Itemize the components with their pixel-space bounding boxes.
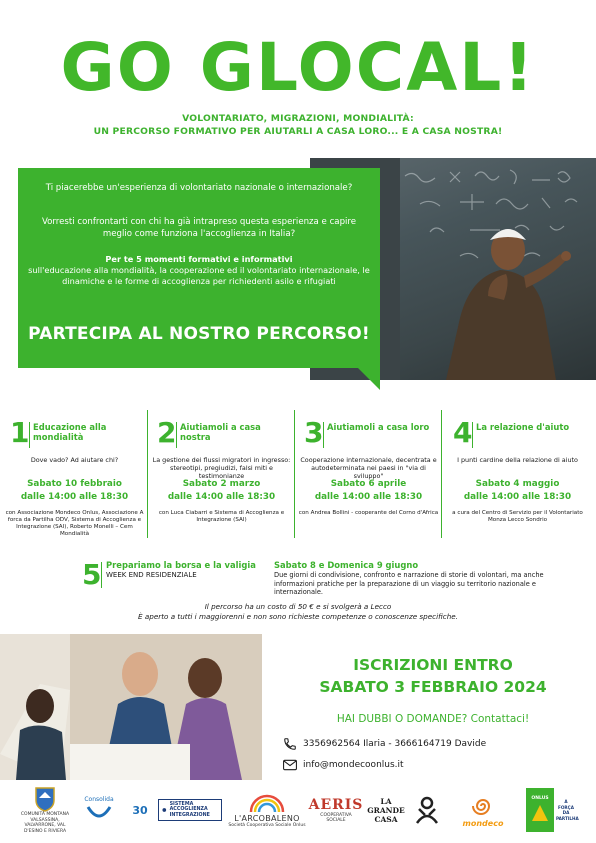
step-credit: a cura del Centro di Servizio per il Volontariato Monza Lecco Sondrio xyxy=(452,510,583,523)
step-divider xyxy=(472,422,473,448)
promo-speech-tail xyxy=(350,360,380,390)
step-5 xyxy=(82,560,562,596)
step-date: Sabato 10 febbraio xyxy=(27,479,122,489)
hands-icon xyxy=(413,795,441,825)
step-title: Prepariamo la borsa e la valigia xyxy=(106,560,256,570)
step-separator xyxy=(441,410,442,538)
mail-icon xyxy=(283,759,297,771)
phone-contact[interactable] xyxy=(283,736,486,752)
logo-aeris xyxy=(308,786,364,834)
phone-icon xyxy=(283,737,297,751)
step-time: dalle 14:00 alle 18:30 xyxy=(314,492,423,502)
subtitle xyxy=(0,112,596,138)
step-separator xyxy=(294,410,295,538)
logo-comunita-montana xyxy=(20,786,70,834)
subtitle-line-1: VOLONTARIATO, MIGRAZIONI, MONDIALITÀ: xyxy=(182,113,414,124)
step-credit: con Associazione Mondeco Onlus, Associazione A forca da Partilha ODV, Sistema di Accoglienza e Integrazione (SAI), Roberto Monelli – Cem Mondialità xyxy=(5,510,144,537)
logo-hands xyxy=(410,786,444,834)
logo-caption: SISTEMA ACCOGLIENZA INTEGRAZIONE xyxy=(169,801,210,818)
logo-csv-number: 30 xyxy=(132,803,148,817)
mondeco-spiral-icon xyxy=(470,793,496,819)
registration-deadline xyxy=(270,654,596,698)
promo-box xyxy=(18,168,380,368)
contact-prompt: HAI DUBBI O DOMANDE? Contattaci! xyxy=(336,713,530,725)
email-address[interactable]: info@mondecoonlus.it xyxy=(303,760,404,770)
step-time: dalle 14:00 alle 18:30 xyxy=(463,492,572,502)
step-1 xyxy=(2,418,147,566)
step-description: Due giorni di condivisione, confronto e narrazione di storie di volontari, ma anche informazioni pratiche per la preparazione di un viaggio su territorio nazionale e internazionale. xyxy=(274,571,544,596)
step-title: Aiutiamoli a casa loro xyxy=(327,422,430,432)
logo-text: GO GLOCAL! xyxy=(60,32,536,102)
logo-consolida xyxy=(76,786,122,834)
promo-info-rest: sull'educazione alla mondialità, la cooperazione ed il volontariato internazionale, le dinamiche e le forme di accoglienza per richiedenti asilo e rifugiati xyxy=(28,265,370,286)
partilha-icon xyxy=(529,802,551,824)
step-number: 1 xyxy=(10,416,30,449)
step-title: Educazione alla mondialità xyxy=(33,422,107,442)
logo-name: LA GRANDE CASA xyxy=(367,796,405,824)
step-subtitle: WEEK END RESIDENZIALE xyxy=(106,571,197,579)
logo-name: mondeco xyxy=(462,818,504,828)
logo-la-grande-casa xyxy=(366,786,406,834)
promo-question-2: Vorresti confrontarti con chi ha già intrapreso questa esperienza e capire meglio come funziona l'accoglienza in Italia? xyxy=(41,217,357,239)
step-divider xyxy=(176,422,177,448)
step-time: dalle 14:00 alle 18:30 xyxy=(20,492,129,502)
step-credit: con Luca Ciabarri e Sistema di Accoglienza e Integrazione (SAI) xyxy=(158,510,285,523)
step-time: dalle 14:00 alle 18:30 xyxy=(167,492,276,502)
step-date: Sabato 6 aprile xyxy=(330,479,407,489)
step-number: 3 xyxy=(304,416,324,449)
logo-sai xyxy=(158,786,222,834)
photo-people-working xyxy=(0,634,262,780)
step-description: La gestione dei flussi migratori in ingresso: stereotipi, pregiudizi, falsi miti e testimonianze xyxy=(152,456,291,480)
promo-question-1: Ti piacerebbe un'esperienza di volontariato nazionale o internazionale? xyxy=(45,183,353,193)
step-4 xyxy=(445,418,590,566)
step-number: 2 xyxy=(157,416,177,449)
phone-numbers[interactable]: 3356962564 Ilaria - 3666164719 Davide xyxy=(303,739,487,749)
logo-caption: COMUNITÀ MONTANA VALSASSINA, VALVARRONE, VAL D'ESINO E RIVIERA xyxy=(20,812,70,834)
step-credit: con Andrea Bollini - cooperante del Corno d'Africa xyxy=(298,510,439,516)
step-number: 5 xyxy=(82,558,102,591)
step-2 xyxy=(149,418,294,566)
logo-arcobaleno xyxy=(228,786,306,834)
logo-caption: Società Cooperativa Sociale Onlus xyxy=(228,822,306,828)
go-glocal-logo xyxy=(0,32,596,102)
step-number: 4 xyxy=(453,416,473,449)
logo-caption: COOPERATIVA SOCIALE xyxy=(320,812,352,823)
logo-name: L'ARCOBALENO xyxy=(234,813,300,823)
promo-info-bold: Per te 5 momenti formativi e informativi xyxy=(105,254,293,264)
step-date: Sabato 8 e Domenica 9 giugno xyxy=(274,560,419,570)
registration-line-2: SABATO 3 FEBBRAIO 2024 xyxy=(319,678,547,696)
cost-line-1: Il percorso ha un costo di 50 € e si svolgerà a Lecco xyxy=(204,602,392,611)
email-contact[interactable] xyxy=(283,757,404,773)
step-description: Dove vado? Ad aiutare chi? xyxy=(30,456,119,464)
step-title: Aiutiamoli a casa nostra xyxy=(180,422,261,442)
logo-csv xyxy=(128,786,152,834)
logo-caption: Consolida xyxy=(84,796,114,804)
partner-logos xyxy=(20,786,580,834)
logo-caption: ONLUS xyxy=(531,796,549,802)
step-date: Sabato 4 maggio xyxy=(475,479,560,489)
rainbow-icon xyxy=(247,792,287,814)
coat-of-arms-icon xyxy=(34,786,56,812)
logo-name: AERIS xyxy=(308,796,364,813)
logo-forca-partilha xyxy=(526,786,579,834)
cost-info xyxy=(0,602,596,622)
subtitle-line-2: UN PERCORSO FORMATIVO PER AIUTARLI A CASA LORO... E A CASA NOSTRA! xyxy=(93,126,503,137)
step-divider xyxy=(323,422,324,448)
step-description: Cooperazione internazionale, decentrata e autodeterminata nei paesi in "via di sviluppo" xyxy=(300,456,437,480)
step-divider xyxy=(101,562,102,588)
registration-line-1: ISCRIZIONI ENTRO xyxy=(353,656,513,674)
step-title: La relazione d'aiuto xyxy=(476,422,570,432)
promo-info xyxy=(28,254,370,287)
cost-line-2: È aperto a tutti i maggiorenni e non sono richieste competenze o conoscenze specifiche. xyxy=(138,612,458,621)
logo-caption: A FORÇA DA PARTILHA xyxy=(556,799,579,821)
step-divider xyxy=(29,422,30,448)
promo-cta: PARTECIPA AL NOSTRO PERCORSO! xyxy=(28,324,370,344)
sai-dot-icon xyxy=(162,805,167,815)
people-illustration xyxy=(0,634,262,780)
step-date: Sabato 2 marzo xyxy=(182,479,261,489)
logo-mondeco xyxy=(448,786,518,834)
step-separator xyxy=(147,410,148,538)
consolida-mark-icon xyxy=(84,803,114,823)
step-3 xyxy=(296,418,441,566)
step-description: I punti cardine della relazione di aiuto xyxy=(457,456,578,464)
